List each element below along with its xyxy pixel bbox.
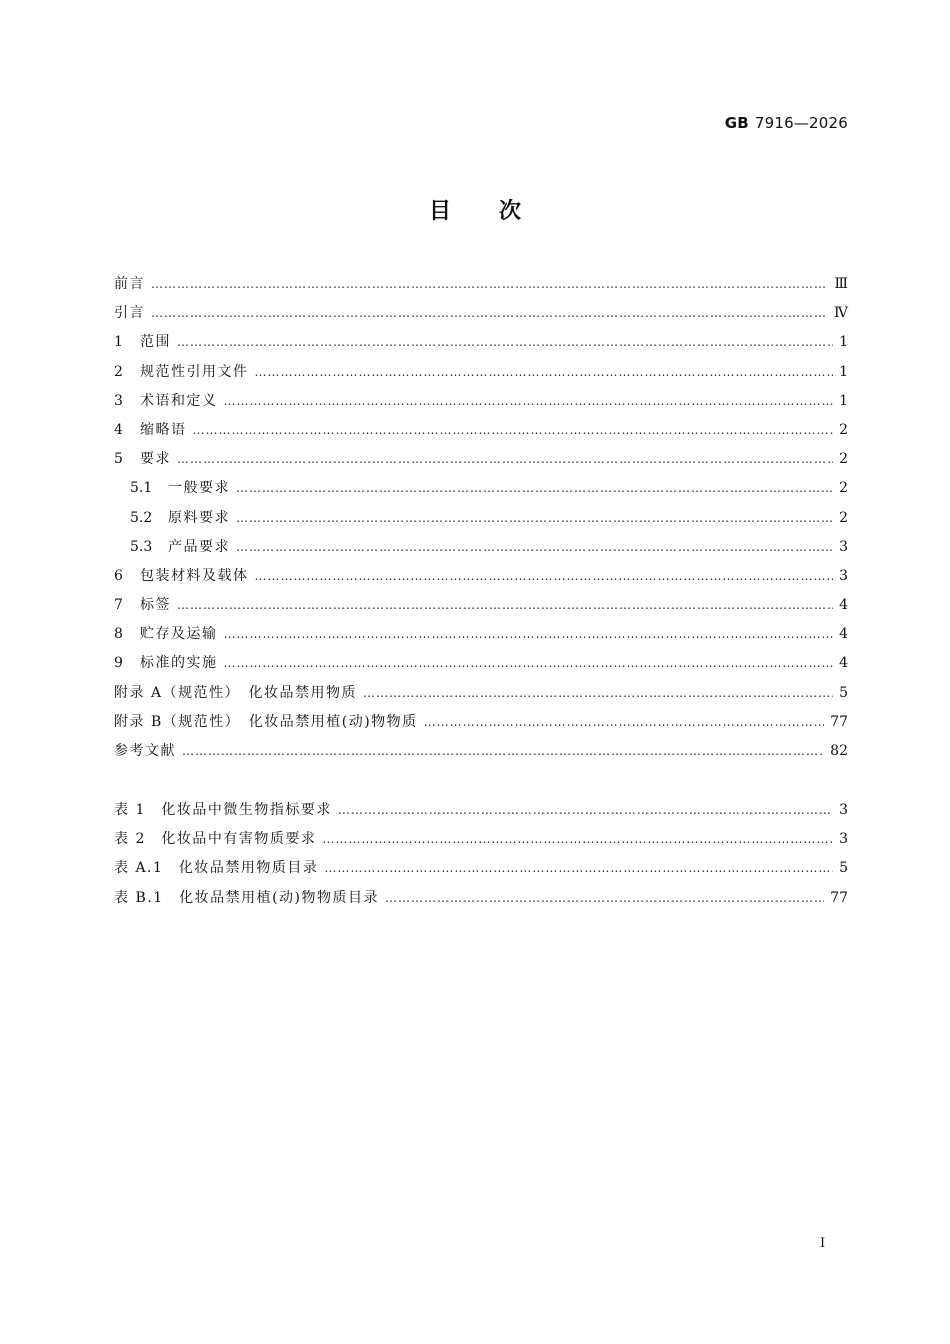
- standard-number: 7916—2026: [754, 114, 848, 132]
- table-list-label: 表 1 化妆品中微生物指标要求: [114, 802, 332, 818]
- toc-entry-page: Ⅳ: [834, 305, 848, 322]
- toc-entry-number: 8: [114, 626, 123, 643]
- toc-entry-page: 5: [839, 684, 848, 701]
- table-of-contents: [114, 270, 848, 766]
- toc-entry-label: [114, 708, 418, 737]
- dot-leader: [236, 474, 833, 503]
- toc-entry[interactable]: [114, 708, 848, 737]
- toc-entry[interactable]: [114, 299, 848, 328]
- toc-entry-text: 规范性引用文件: [140, 363, 249, 380]
- toc-entry[interactable]: [114, 737, 848, 766]
- toc-entry-label: [114, 270, 145, 299]
- dot-leader: [151, 299, 828, 328]
- toc-entry-page: 2: [839, 480, 848, 497]
- toc-entry-page: 77: [830, 713, 848, 730]
- toc-entry-label: [114, 679, 357, 708]
- table-list-label: 表 2 化妆品中有害物质要求: [114, 831, 317, 848]
- dot-leader: [236, 504, 833, 533]
- dot-leader: [338, 796, 833, 825]
- toc-entry-page: 1: [839, 334, 848, 351]
- dot-leader: [177, 328, 833, 357]
- toc-entry-page: 3: [839, 538, 848, 555]
- table-list-entry[interactable]: [114, 796, 848, 825]
- toc-entry-label: [114, 620, 218, 649]
- dot-leader: [177, 591, 833, 620]
- toc-entry-text: 范围: [140, 334, 171, 351]
- toc-entry-number: 5.3: [130, 538, 153, 555]
- toc-entry-page: 3: [839, 567, 848, 584]
- dot-leader: [151, 270, 828, 299]
- toc-entry-page: 2: [839, 509, 848, 526]
- toc-entry[interactable]: [114, 328, 848, 357]
- toc-entry[interactable]: [114, 474, 848, 503]
- toc-entry-label: [114, 445, 171, 474]
- toc-entry-number: 3: [114, 392, 123, 409]
- toc-entry[interactable]: [114, 387, 848, 416]
- toc-entry[interactable]: [114, 562, 848, 591]
- toc-entry-text: 要求: [140, 451, 171, 468]
- toc-entry-label: [130, 504, 230, 533]
- toc-entry-page: 4: [839, 655, 848, 672]
- toc-entry-text: 附录 A（规范性） 化妆品禁用物质: [114, 684, 358, 701]
- table-list-entry[interactable]: [114, 884, 848, 913]
- dot-leader: [255, 358, 834, 387]
- toc-entry-number: 5.2: [130, 509, 153, 526]
- toc-entry-label: [114, 649, 218, 678]
- table-list-label: 表 B.1 化妆品禁用植(动)物物质目录: [114, 889, 380, 906]
- dot-leader: [224, 649, 834, 678]
- dot-leader: [177, 445, 833, 474]
- dot-leader: [224, 620, 834, 649]
- dot-leader: [324, 854, 833, 883]
- table-list-label: 表 A.1 化妆品禁用物质目录: [114, 860, 319, 877]
- toc-entry[interactable]: [114, 358, 848, 387]
- toc-entry-label: [114, 358, 249, 387]
- toc-entry-text: 原料要求: [168, 509, 230, 526]
- toc-entry-page: 1: [839, 363, 848, 380]
- toc-entry[interactable]: [114, 679, 848, 708]
- table-list-page: 3: [839, 831, 848, 848]
- toc-entry[interactable]: [114, 416, 848, 445]
- table-list-entry[interactable]: [114, 825, 848, 854]
- toc-entry-label: [114, 387, 218, 416]
- toc-entry-label: [114, 416, 187, 445]
- toc-entry-text: 标准的实施: [140, 655, 218, 672]
- toc-entry-number: 5: [114, 451, 123, 468]
- toc-entry-page: 1: [839, 392, 848, 409]
- dot-leader: [424, 708, 825, 737]
- toc-entry-label: [114, 737, 176, 766]
- toc-title: 目次: [428, 199, 569, 224]
- toc-entry-text: 附录 B（规范性） 化妆品禁用植(动)物物质: [114, 713, 418, 730]
- toc-entry[interactable]: [114, 445, 848, 474]
- toc-entry-page: 4: [839, 626, 848, 643]
- list-of-tables: [114, 796, 848, 913]
- toc-entry[interactable]: [114, 270, 848, 299]
- dot-leader: [193, 416, 834, 445]
- toc-entry[interactable]: [114, 591, 848, 620]
- toc-entry-number: 7: [114, 597, 123, 614]
- toc-entry-label: [130, 474, 230, 503]
- table-list-page: 77: [830, 889, 848, 906]
- toc-entry-text: 标签: [140, 597, 171, 614]
- toc-entry-page: Ⅲ: [834, 276, 848, 292]
- dot-leader: [182, 737, 824, 766]
- toc-entry-text: 前言: [114, 276, 145, 292]
- table-list-page: 5: [839, 860, 848, 877]
- toc-entry-label: [114, 328, 171, 357]
- toc-entry-text: 包装材料及载体: [140, 567, 249, 584]
- table-list-entry[interactable]: [114, 854, 848, 883]
- toc-entry-number: 1: [114, 334, 123, 351]
- toc-entry-page: 2: [839, 451, 848, 468]
- table-list-page: 3: [839, 802, 848, 818]
- toc-entry-text: 一般要求: [168, 480, 230, 497]
- dot-leader: [363, 679, 833, 708]
- dot-leader: [255, 562, 834, 591]
- toc-entry-text: 术语和定义: [140, 392, 218, 409]
- dot-leader: [236, 533, 833, 562]
- toc-entry-text: 贮存及运输: [140, 626, 218, 643]
- toc-entry-number: 4: [114, 421, 123, 438]
- toc-entry-page: 4: [839, 597, 848, 614]
- toc-entry-page: 2: [839, 421, 848, 438]
- toc-entry[interactable]: [114, 620, 848, 649]
- toc-entry[interactable]: [114, 533, 848, 562]
- toc-entry-text: 缩略语: [140, 421, 187, 438]
- toc-entry[interactable]: [114, 504, 848, 533]
- toc-entry-page: 82: [830, 743, 848, 759]
- page-number: I: [820, 1236, 826, 1251]
- toc-entry-number: 9: [114, 655, 123, 672]
- dot-leader: [224, 387, 834, 416]
- toc-entry-number: 5.1: [130, 480, 153, 497]
- toc-entry-label: [130, 533, 230, 562]
- toc-entry-number: 2: [114, 363, 123, 380]
- standard-prefix: GB: [724, 114, 749, 132]
- toc-entry-text: 产品要求: [168, 538, 230, 555]
- toc-entry-text: 引言: [114, 305, 145, 322]
- standard-code: [725, 114, 848, 132]
- toc-entry[interactable]: [114, 649, 848, 678]
- toc-entry-label: [114, 299, 145, 328]
- toc-entry-label: [114, 562, 249, 591]
- dot-leader: [322, 825, 833, 854]
- toc-entry-number: 6: [114, 567, 123, 584]
- toc-entry-label: [114, 591, 171, 620]
- toc-entry-text: 参考文献: [114, 743, 176, 759]
- dot-leader: [385, 884, 824, 913]
